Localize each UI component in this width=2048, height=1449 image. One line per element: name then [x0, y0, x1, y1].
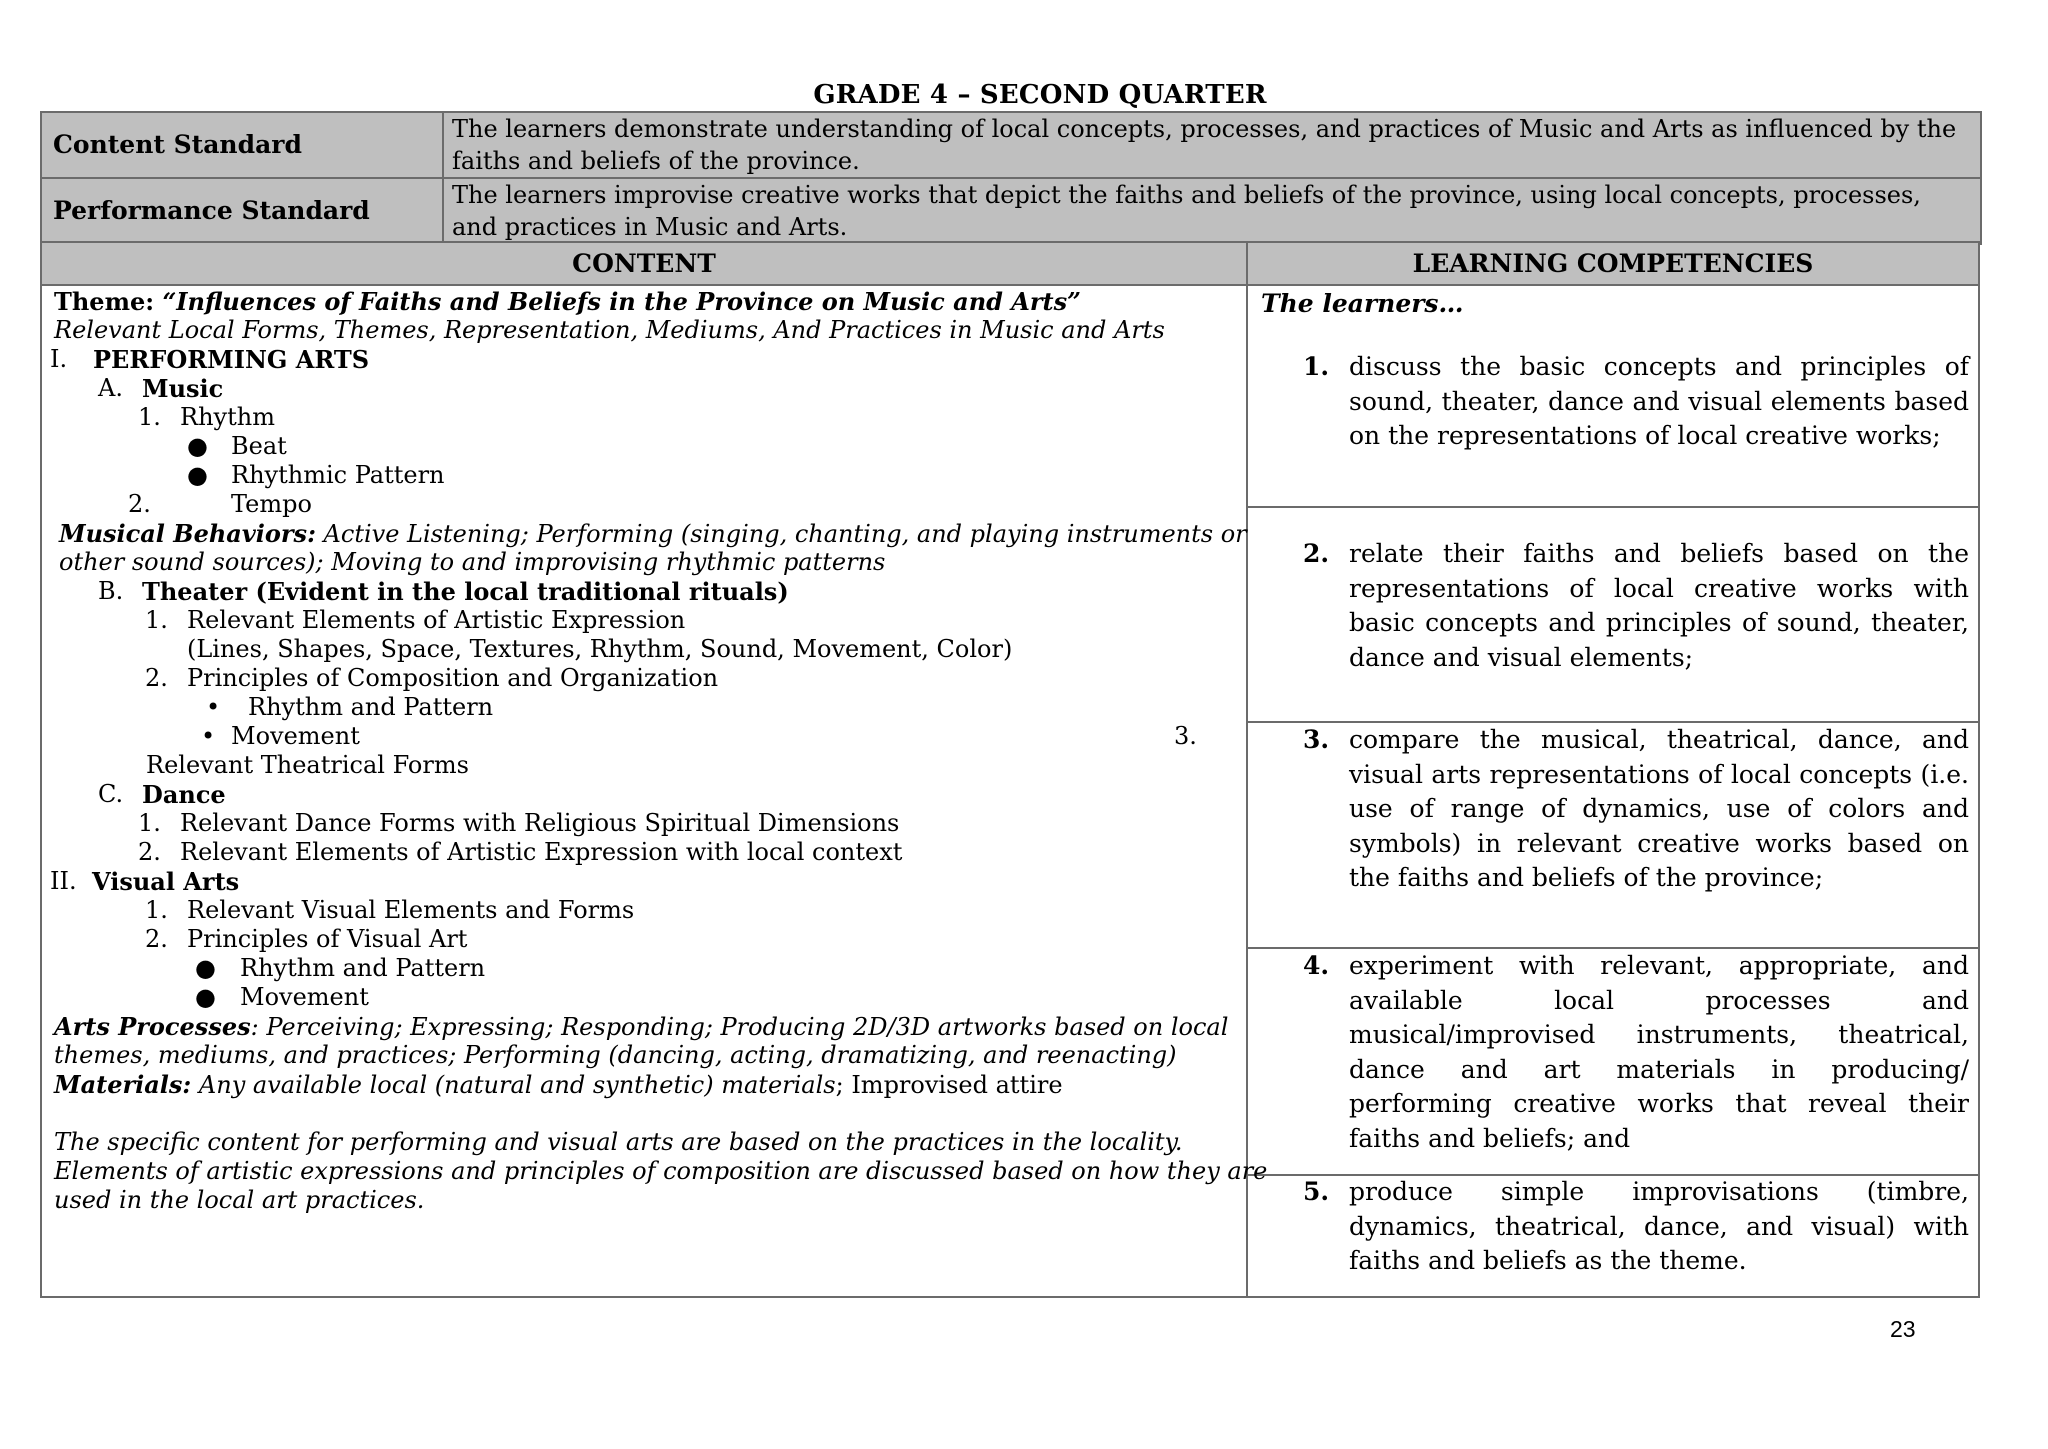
competency-number: 5.	[1303, 1177, 1330, 1206]
list-item: Movement	[231, 722, 360, 750]
competency-number: 1.	[1303, 352, 1330, 381]
list-marker: B.	[98, 577, 124, 605]
list-item: Principles of Visual Art	[187, 925, 468, 953]
content-note: used in the local art practices.	[54, 1186, 425, 1214]
content-header: CONTENT	[40, 241, 1248, 286]
list-marker: C.	[98, 780, 124, 808]
list-marker: 1.	[145, 606, 168, 634]
list-item: Rhythmic Pattern	[231, 461, 445, 489]
standards-table	[40, 111, 1982, 245]
list-marker: 2.	[145, 664, 168, 692]
performance-standard-label: Performance Standard	[41, 178, 443, 244]
music-heading: Music	[142, 374, 224, 403]
arts-processes-text: : Perceiving; Expressing; Responding; Producing 2D/3D artworks based on local	[250, 1013, 1229, 1041]
list-marker: 3.	[1174, 722, 1197, 750]
competency-text: experiment with relevant, appropriate, and available local processes and musical/improvised instruments, theatrical, dance and art materials in producing/ performing creative works that reveal their faiths and beliefs; and	[1349, 951, 1969, 1153]
content-note: Elements of artistic expressions and principles of composition are discussed based on how they are	[54, 1157, 1268, 1185]
performance-standard-row	[41, 178, 1981, 244]
list-item: Relevant Elements of Artistic Expression	[187, 606, 686, 634]
list-item: Tempo	[231, 490, 312, 518]
arts-processes-line	[54, 1012, 1228, 1042]
arts-processes-label: Arts Processes	[54, 1012, 251, 1041]
list-item: Relevant Dance Forms with Religious Spiritual Dimensions	[180, 809, 900, 837]
row-divider	[1246, 506, 1980, 508]
list-marker: 1.	[138, 403, 161, 431]
list-marker: 2.	[138, 838, 161, 866]
list-item: Beat	[231, 432, 287, 460]
materials-label: Materials:	[54, 1070, 192, 1099]
competency-number: 2.	[1303, 539, 1330, 568]
competency-text: produce simple improvisations (timbre, dynamics, theatrical, dance, and visual) with faiths and beliefs as the theme.	[1349, 1177, 1969, 1275]
content-note: The specific content for performing and visual arts are based on the practices in the locality.	[54, 1128, 1183, 1156]
bullet-icon: •	[206, 693, 221, 721]
bullet-icon: ●	[195, 983, 216, 1011]
list-marker: A.	[98, 374, 123, 402]
bullet-icon: ●	[187, 432, 208, 460]
page-number: 23	[1890, 1316, 1916, 1342]
materials-text-tail: ; Improvised attire	[835, 1071, 1063, 1099]
musical-behaviors-text-2: other sound sources); Moving to and improvising rhythmic patterns	[59, 548, 886, 576]
competencies-header: LEARNING COMPETENCIES	[1246, 241, 1980, 286]
visual-arts-heading: Visual Arts	[92, 867, 240, 896]
list-item: Relevant Theatrical Forms	[146, 751, 469, 779]
materials-text: Any available local (natural and synthetic) materials	[191, 1071, 836, 1099]
list-item: Relevant Elements of Artistic Expression with local context	[180, 838, 903, 866]
column-divider	[1246, 241, 1248, 1298]
competency-text: discuss the basic concepts and principles of sound, theater, dance and visual elements based on the representations of local creative works;	[1349, 352, 1969, 450]
content-standard-text: The learners demonstrate understanding of local concepts, processes, and practices of Music and Arts as influenced by the faiths and beliefs of the province.	[443, 112, 1981, 178]
performance-standard-text: The learners improvise creative works that depict the faiths and beliefs of the province, using local concepts, processes, and practices in Music and Arts.	[443, 178, 1981, 244]
competency-text: compare the musical, theatrical, dance, and visual arts representations of local concepts (i.e. use of range of dynamics, use of colors and symbols) in relevant creative works based on the faiths and beliefs of the province;	[1349, 725, 1969, 892]
list-item: Movement	[240, 983, 369, 1011]
musical-behaviors-text: Active Listening; Performing (singing, chanting, and playing instruments or	[315, 520, 1247, 548]
list-item: Relevant Visual Elements and Forms	[187, 896, 635, 924]
list-item-detail: (Lines, Shapes, Space, Textures, Rhythm, Sound, Movement, Color)	[187, 635, 1013, 663]
bullet-icon: ●	[187, 461, 208, 489]
list-item: Rhythm	[180, 403, 275, 431]
dance-heading: Dance	[142, 780, 226, 809]
arts-processes-text-2: themes, mediums, and practices; Performing (dancing, acting, dramatizing, and reenacting)	[54, 1041, 1177, 1069]
list-marker: 1.	[145, 896, 168, 924]
performing-arts-heading: PERFORMING ARTS	[93, 345, 370, 374]
theme-line	[54, 287, 1081, 317]
content-standard-label: Content Standard	[41, 112, 443, 178]
theme-title: “Influences of Faiths and Beliefs in the Province on Music and Arts”	[162, 287, 1081, 316]
theme-label: Theme:	[54, 287, 163, 316]
competency-number: 4.	[1303, 951, 1330, 980]
learners-intro: The learners…	[1261, 289, 1464, 318]
materials-line	[54, 1070, 1063, 1100]
list-marker: 2.	[128, 490, 151, 518]
page-title: GRADE 4 – SECOND QUARTER	[813, 80, 1267, 110]
bullet-icon: ●	[195, 954, 216, 982]
bullet-icon: •	[201, 722, 216, 750]
list-marker: 2.	[145, 925, 168, 953]
musical-behaviors-line	[59, 519, 1247, 549]
list-marker: 1.	[138, 809, 161, 837]
list-marker: I.	[50, 345, 68, 373]
content-standard-row	[41, 112, 1981, 178]
competency-text: relate their faiths and beliefs based on the representations of local creative works with basic concepts and principles of sound, theater, dance and visual elements;	[1349, 539, 1969, 672]
list-item: Rhythm and Pattern	[248, 693, 494, 721]
list-item: Principles of Composition and Organization	[187, 664, 719, 692]
list-item: Rhythm and Pattern	[240, 954, 486, 982]
theater-heading: Theater (Evident in the local traditional rituals)	[142, 577, 789, 606]
list-marker: II.	[50, 867, 77, 895]
musical-behaviors-label: Musical Behaviors:	[59, 519, 316, 548]
competency-number: 3.	[1303, 725, 1330, 754]
content-subtitle: Relevant Local Forms, Themes, Representation, Mediums, And Practices in Music and Arts	[54, 316, 1165, 344]
